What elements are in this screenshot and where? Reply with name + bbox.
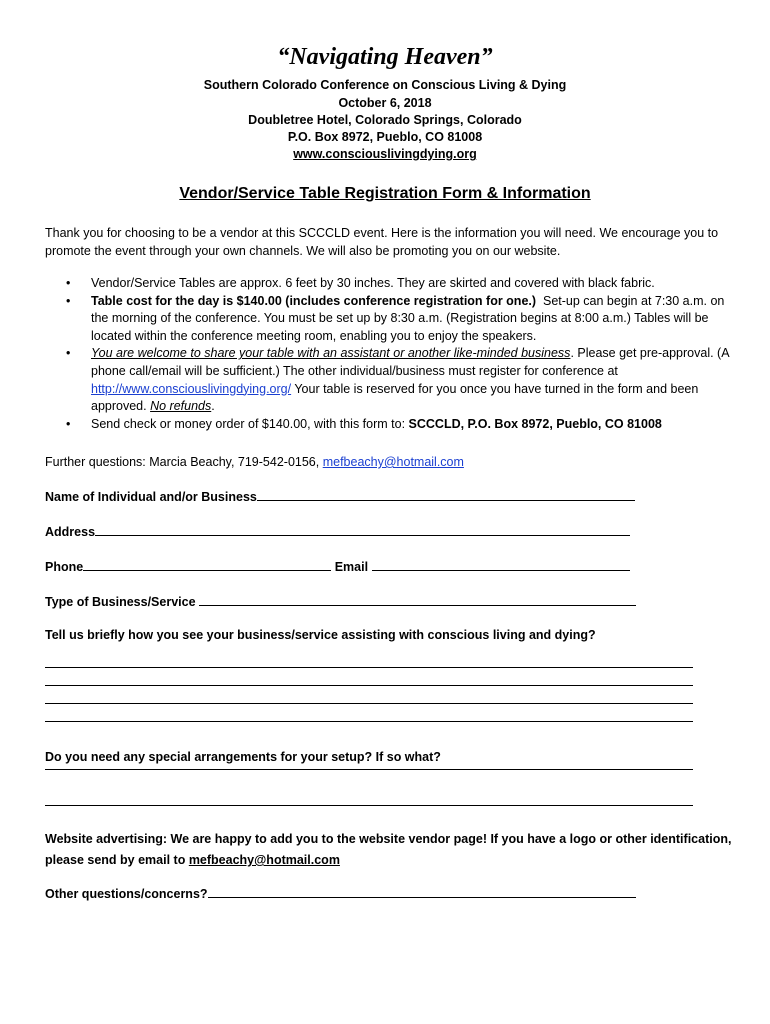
question-conscious-living: Tell us briefly how you see your business/service assisting with conscious living and dying? <box>45 628 596 642</box>
table-cost-details: Set-up can begin at 7:30 a.m. on the morning of the conference. You must be set up by 8:30 a.m. (Registration begins at 8:00 a.m.) Tables will be located within the conference meeting room, enabling you to enjoy the speakers. <box>91 293 725 343</box>
website-link[interactable]: www.consciouslivingdying.org <box>293 147 477 161</box>
arrangements-line-2[interactable] <box>45 805 693 806</box>
sharing-italic: You are welcome to share your table with an assistant or another like-minded business <box>91 346 571 361</box>
bullet-table-size <box>66 275 736 293</box>
email-input-line[interactable] <box>372 558 630 571</box>
website-ad-line-1: Website advertising: We are happy to add you to the website vendor page! If you have a logo or other identification, <box>45 832 732 846</box>
phone-label: Phone <box>45 560 84 574</box>
business-type-input-line[interactable] <box>199 593 636 606</box>
sharing-text-2: Your table is reserved for you once you have turned in the form and been approved. <box>91 381 699 414</box>
address-label: Address <box>45 525 96 539</box>
contact-text: Further questions: Marcia Beachy, 719-542-0156, <box>45 455 323 469</box>
conference-venue: Doubletree Hotel, Colorado Springs, Colorado <box>248 113 522 127</box>
other-questions-input-line[interactable] <box>208 885 636 898</box>
answer-line-3[interactable] <box>45 703 693 704</box>
other-questions-label: Other questions/concerns? <box>45 887 208 901</box>
arrangements-line-1[interactable] <box>45 769 693 770</box>
answer-line-1[interactable] <box>45 667 693 668</box>
website-link-wrap <box>0 147 770 161</box>
name-label: Name of Individual and/or Business <box>45 490 257 504</box>
conference-name: Southern Colorado Conference on Conscious Living & Dying <box>203 78 567 92</box>
name-field <box>45 488 635 504</box>
table-cost-bold: Table cost for the day is $140.00 (includes conference registration for one.) <box>91 293 537 308</box>
conference-address: P.O. Box 8972, Pueblo, CO 81008 <box>287 130 483 144</box>
info-bullet-list <box>66 275 736 433</box>
bullet-payment <box>66 416 736 434</box>
bullet-table-cost <box>66 293 736 346</box>
payment-address: SCCCLD, P.O. Box 8972, Pueblo, CO 81008 <box>408 416 662 431</box>
question-special-arrangements: Do you need any special arrangements for your setup? If so what? <box>45 750 441 764</box>
event-title: “Navigating Heaven” <box>277 44 493 70</box>
website-ad-text: please send by email to <box>45 853 189 867</box>
address-input-line[interactable] <box>95 523 630 536</box>
sharing-end: . <box>211 399 215 414</box>
address-field <box>45 523 630 539</box>
contact-email-link[interactable]: mefbeachy@hotmail.com <box>322 455 464 469</box>
registration-link[interactable]: http://www.consciouslivingdying.org/ <box>91 381 292 396</box>
other-questions-field <box>45 885 636 901</box>
intro-paragraph: Thank you for choosing to be a vendor at this SCCCLD event. Here is the information you will need. We encourage you to promote the event through your own channels. We will also be promoting you on our website. <box>45 226 719 258</box>
answer-line-4[interactable] <box>45 721 693 722</box>
answer-line-2[interactable] <box>45 685 693 686</box>
no-refunds: No refunds <box>150 399 212 414</box>
contact-line <box>45 453 735 471</box>
email-label: Email <box>334 560 369 574</box>
phone-email-field <box>45 558 630 574</box>
form-title: Vendor/Service Table Registration Form & Information <box>179 185 591 202</box>
phone-input-line[interactable] <box>83 558 331 571</box>
conference-date: October 6, 2018 <box>338 96 432 110</box>
website-ad-line-2 <box>45 853 340 867</box>
business-type-label: Type of Business/Service <box>45 595 196 609</box>
business-type-field <box>45 593 636 609</box>
sharing-text-1: . Please get pre-approval. (A phone call/email will be sufficient.) The other individual/business must register for conference at <box>91 346 729 378</box>
bullet-table-size-text: Vendor/Service Tables are approx. 6 feet by 30 inches. They are skirted and covered with black fabric. <box>91 276 655 290</box>
website-ad-email-link[interactable]: mefbeachy@hotmail.com <box>188 853 340 867</box>
name-input-line[interactable] <box>257 488 635 501</box>
payment-text: Send check or money order of $140.00, with this form to: <box>91 416 409 431</box>
bullet-sharing <box>66 345 736 415</box>
